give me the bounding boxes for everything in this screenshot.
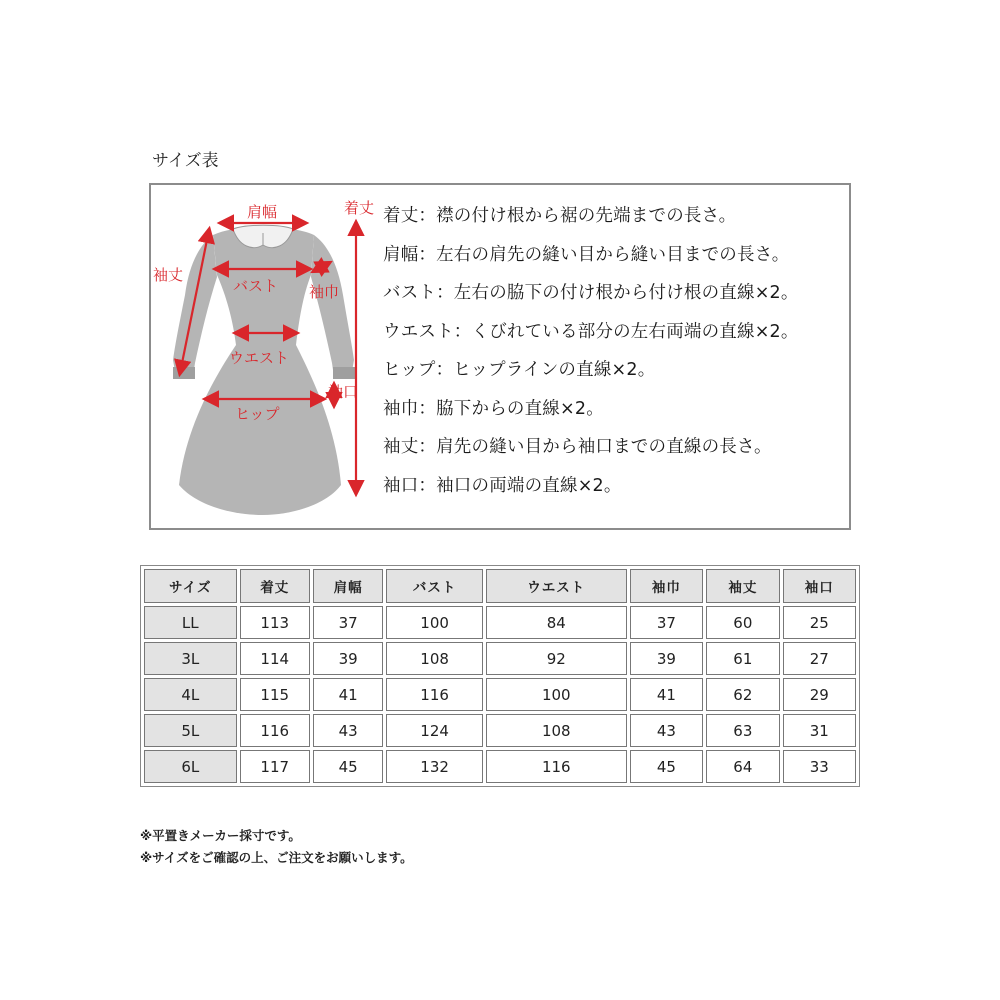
table-cell: 33	[783, 750, 856, 783]
size-table	[140, 565, 860, 787]
table-cell: 116	[486, 750, 627, 783]
table-cell: 41	[313, 678, 383, 711]
table-cell: 124	[386, 714, 483, 747]
table-cell: 117	[240, 750, 310, 783]
table-cell: LL	[144, 606, 237, 639]
table-cell: 3L	[144, 642, 237, 675]
table-cell: 116	[386, 678, 483, 711]
table-cell: 39	[313, 642, 383, 675]
header-sleeve-width: 袖巾	[630, 569, 703, 603]
table-cell: 115	[240, 678, 310, 711]
table-cell: 100	[386, 606, 483, 639]
table-header-row	[144, 569, 856, 603]
label-waist: ウエスト	[229, 349, 290, 367]
header-cuff: 袖口	[783, 569, 856, 603]
table-cell: 64	[706, 750, 779, 783]
table-cell: 27	[783, 642, 856, 675]
label-sleeve-length: 袖丈	[153, 266, 184, 284]
definition-sleeve-width: 袖巾：脇下からの直線×2。	[383, 398, 604, 419]
table-cell: 37	[630, 606, 703, 639]
table-cell: 43	[630, 714, 703, 747]
table-cell: 60	[706, 606, 779, 639]
definition-cuff: 袖口：袖口の両端の直線×2。	[383, 475, 622, 496]
notes	[140, 825, 413, 869]
header-sleeve-length: 袖丈	[706, 569, 779, 603]
table-cell: 6L	[144, 750, 237, 783]
table-cell: 108	[386, 642, 483, 675]
table-cell: 108	[486, 714, 627, 747]
table-cell: 61	[706, 642, 779, 675]
label-sleeve-width: 袖巾	[309, 283, 340, 301]
table-cell: 92	[486, 642, 627, 675]
table-cell: 4L	[144, 678, 237, 711]
label-cuff: 袖口	[328, 383, 359, 401]
page-title: サイズ表	[152, 151, 219, 171]
table-cell: 63	[706, 714, 779, 747]
table-cell: 132	[386, 750, 483, 783]
definition-waist: ウエスト：くびれている部分の左右両端の直線×2。	[383, 321, 799, 342]
table-cell: 114	[240, 642, 310, 675]
table-row	[144, 750, 856, 783]
header-size: サイズ	[144, 569, 237, 603]
table-cell: 62	[706, 678, 779, 711]
table-cell: 84	[486, 606, 627, 639]
table-row	[144, 678, 856, 711]
table-cell: 25	[783, 606, 856, 639]
header-bust: バスト	[386, 569, 483, 603]
table-row	[144, 642, 856, 675]
label-shoulder: 肩幅	[247, 203, 278, 221]
dress-illustration	[151, 185, 376, 528]
measurement-diagram-box	[149, 183, 851, 530]
definition-hip: ヒップ：ヒップラインの直線×2。	[383, 360, 656, 380]
note-measurement: ※平置きメーカー採寸です。	[140, 828, 301, 843]
definition-length: 着丈：襟の付け根から裾の先端までの長さ。	[383, 206, 737, 226]
label-length: 着丈	[344, 199, 375, 217]
table-cell: 116	[240, 714, 310, 747]
measurement-definitions	[383, 197, 851, 505]
table-row	[144, 714, 856, 747]
table-cell: 43	[313, 714, 383, 747]
table-cell: 37	[313, 606, 383, 639]
label-hip: ヒップ	[235, 405, 280, 423]
header-length: 着丈	[240, 569, 310, 603]
definition-bust: バスト：左右の脇下の付け根から付け根の直線×2。	[383, 283, 799, 303]
label-bust: バスト	[233, 277, 279, 295]
table-cell: 45	[313, 750, 383, 783]
table-cell: 100	[486, 678, 627, 711]
definition-shoulder: 肩幅：左右の肩先の縫い目から縫い目までの長さ。	[383, 244, 790, 265]
note-confirm-size: ※サイズをご確認の上、ご注文をお願いします。	[140, 850, 413, 865]
definition-sleeve-length: 袖丈：肩先の縫い目から袖口までの直線の長さ。	[383, 437, 772, 457]
table-cell: 31	[783, 714, 856, 747]
header-waist: ウエスト	[486, 569, 627, 603]
table-cell: 39	[630, 642, 703, 675]
table-cell: 113	[240, 606, 310, 639]
header-shoulder: 肩幅	[313, 569, 383, 603]
table-cell: 29	[783, 678, 856, 711]
table-row	[144, 606, 856, 639]
table-cell: 45	[630, 750, 703, 783]
table-cell: 41	[630, 678, 703, 711]
table-cell: 5L	[144, 714, 237, 747]
